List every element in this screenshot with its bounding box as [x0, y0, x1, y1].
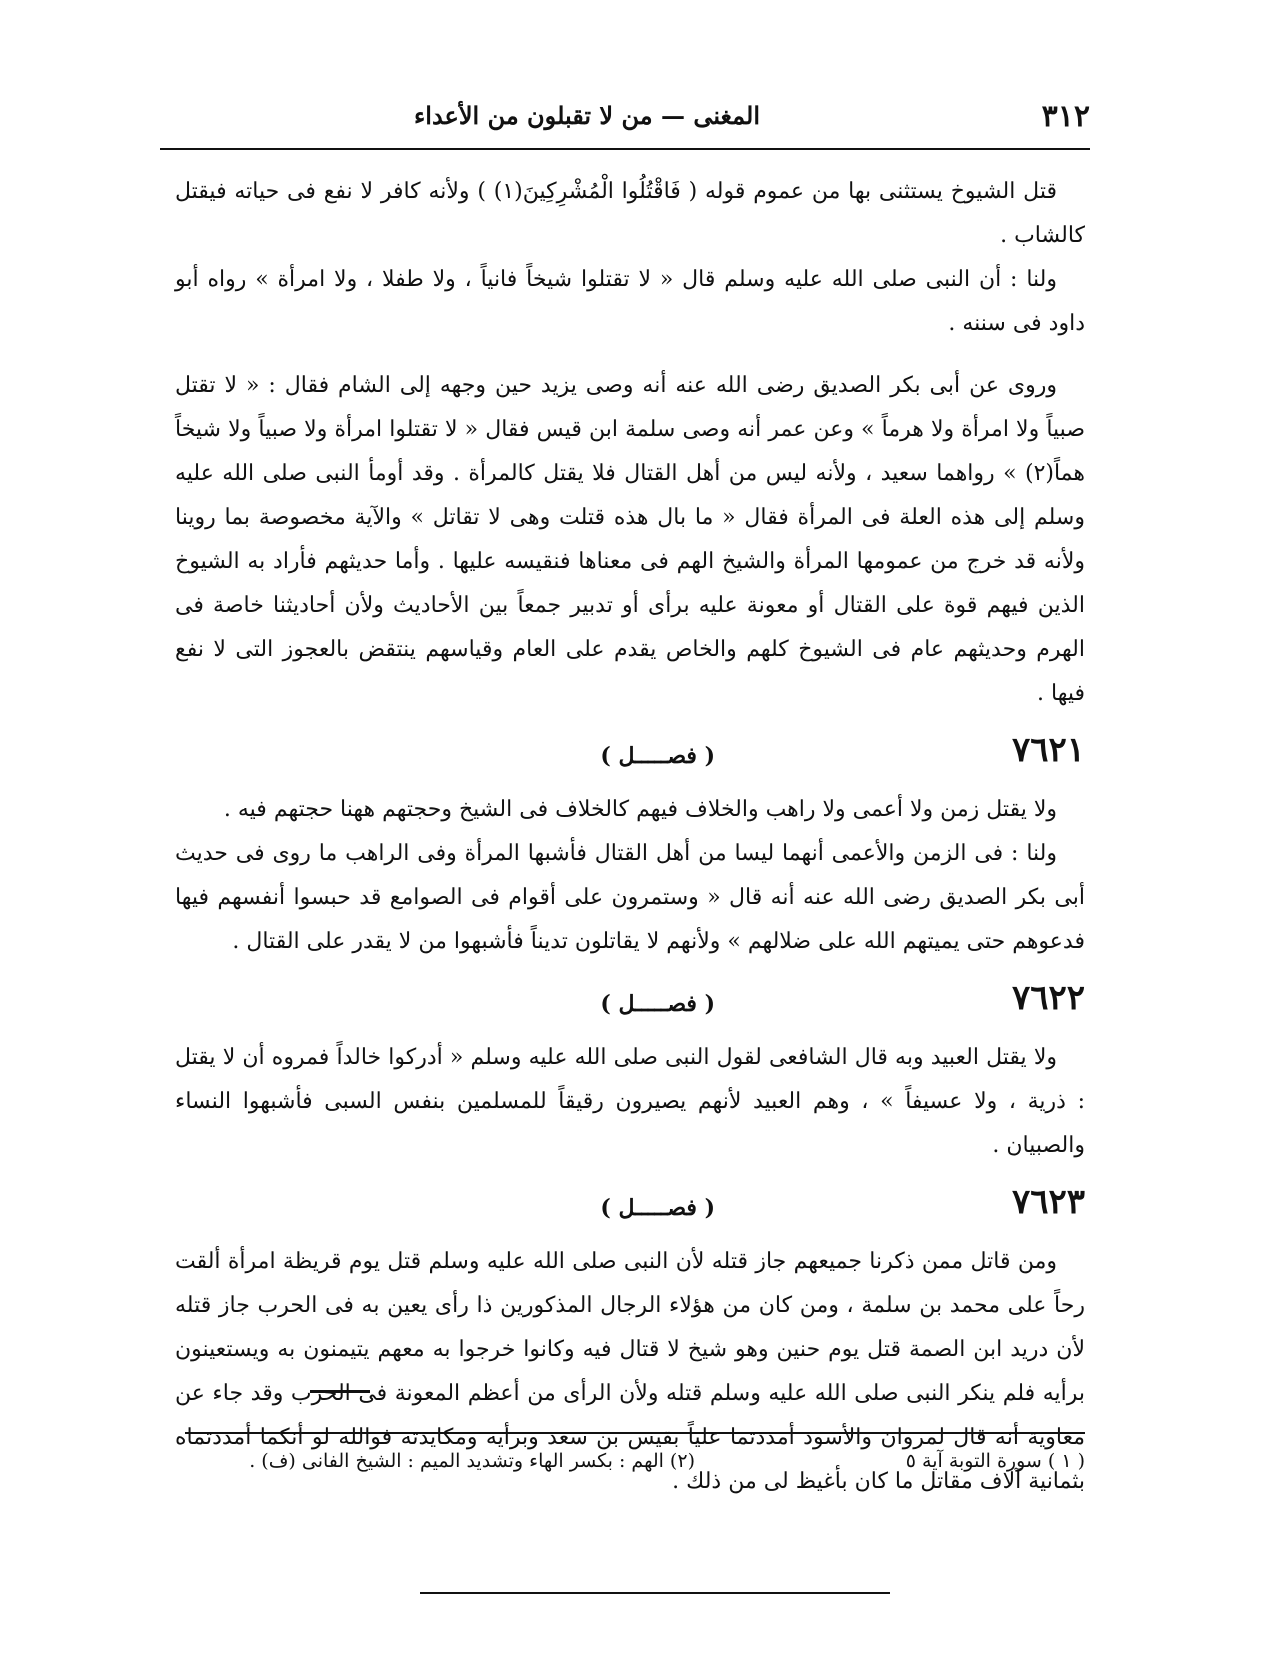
paragraph: ولنا : أن النبى صلى الله عليه وسلم قال « لا تقتلوا شيخاً فانياً ، ولا طفلا ، ولا امرأة » رواه أبو داود فى سننه . — [175, 267, 1085, 336]
paragraph: ولنا : فى الزمن والأعمى أنهما ليسا من أهل القتال فأشبها المرأة وفى الراهب ما روى فى حديث أبى بكر الصديق رضى الله عنه أنه قال « وستمرون على أقوام فى الصوامع قد حبسوا أنفسهم فيها فدعوهم حتى يميتهم الله على ضلالهم » ولأنهم لا يقاتلون تديناً فأشبهوا من لا يقدر على القتال . — [175, 841, 1085, 954]
section-title: ( فصـــــل ) — [600, 743, 715, 769]
paragraph: ولا يقتل العبيد وبه قال الشافعى لقول النبى صلى الله عليه وسلم « أدركوا خالداً فمروه أن لا يقتل : ذرية ، ولا عسيفاً » ، وهم العبيد لأنهم يصيرون رقيقاً للمسلمين بنفس السبى فأشبهوا النساء والصبيان . — [175, 1045, 1085, 1158]
bottom-divider — [420, 1592, 890, 1594]
paragraph: وروى عن أبى بكر الصديق رضى الله عنه أنه وصى يزيد حين وجهه إلى الشام فقال : « لا تقتل صبياً ولا امرأة ولا هرماً » وعن عمر أنه وصى سلمة ابن قيس فقال « لا تقتلوا امرأة ولا صبياً ولا شيخاً هماً(٢) » رواهما سعيد ، ولأنه ليس من أهل القتال فلا يقتل كالمرأة . وقد أومأ النبى صلى الله عليه وسلم إلى هذه العلة فى المرأة فقال « ما بال هذه قتلت وهى لا تقاتل » والآية مخصوصة بما روينا ولأنه قد خرج من عمومها المرأة والشيخ الهم فى معناها فنقيسه عليها . وأما حديثهم فأراد به الشيوخ الذين فيهم قوة على القتال أو معونة عليه برأى أو تدبير جمعاً بين الأحاديث ولأن أحاديثنا خاصة فى الهرم وحديثهم عام فى الشيوخ كلهم والخاص يقدم على العام وقياسهم ينتقض بالعجوز التى لا نفع فيها . — [175, 373, 1085, 706]
section-number: ٧٦٢٣ — [1011, 1182, 1085, 1222]
main-text — [175, 170, 1085, 1504]
footnote: ( ١ ) سورة التوبة آية ٥ — [905, 1450, 1085, 1472]
footnote-divider — [185, 1432, 1085, 1434]
paragraph: ومن قاتل ممن ذكرنا جميعهم جاز قتله لأن النبى صلى الله عليه وسلم قتل يوم قريظة امرأة ألقت رحاً على محمد بن سلمة ، ومن كان من هؤلاء الرجال المذكورين ذا رأى يعين به فى الحرب جاز قتله لأن دريد ابن الصمة قتل يوم حنين وهو شيخ لا قتال فيه وكانوا خرجوا به معهم يتيمنون به ويستعينون برأيه فلم ينكر النبى صلى الله عليه وسلم قتله ولأن الرأى من أعظم المعونة فى الحرب وقد جاء عن معاوية أنه قال لمروان والأسود أمددتما علياً بقيس بن سعد وبرأيه ومكايدته فوالله لو أنكما أمددتماه بثمانية آلاف مقاتل ما كان بأغيظ لى من ذلك . — [175, 1249, 1085, 1494]
running-title: المغنى — من لا تقبلون من الأعداء — [413, 101, 760, 130]
section-heading — [175, 724, 1085, 784]
footnote: (٢) الهم : بكسر الهاء وتشديد الميم : الشيخ الفانى (ف) . — [249, 1450, 695, 1472]
paragraph: قتل الشيوخ يستثنى بها من عموم قوله ( فَاقْتُلُوا الْمُشْرِكِينَ(١) ) ولأنه كافر لا نفع فى حياته فيقتل كالشاب . — [175, 179, 1085, 248]
section-title: ( فصـــــل ) — [600, 1195, 715, 1221]
page-header — [160, 95, 1090, 147]
page-number: ٣١٢ — [1041, 99, 1090, 134]
footnotes — [185, 1450, 1085, 1490]
section-heading — [175, 972, 1085, 1032]
section-title: ( فصـــــل ) — [600, 991, 715, 1017]
end-mark — [310, 1390, 370, 1393]
section-number: ٧٦٢١ — [1011, 730, 1085, 770]
paragraph: ولا يقتل زمن ولا أعمى ولا راهب والخلاف فيهم كالخلاف فى الشيخ وحجتهم ههنا حجتهم فيه . — [223, 797, 1057, 822]
section-heading — [175, 1176, 1085, 1236]
section-number: ٧٦٢٢ — [1011, 978, 1085, 1018]
header-divider — [160, 148, 1090, 150]
